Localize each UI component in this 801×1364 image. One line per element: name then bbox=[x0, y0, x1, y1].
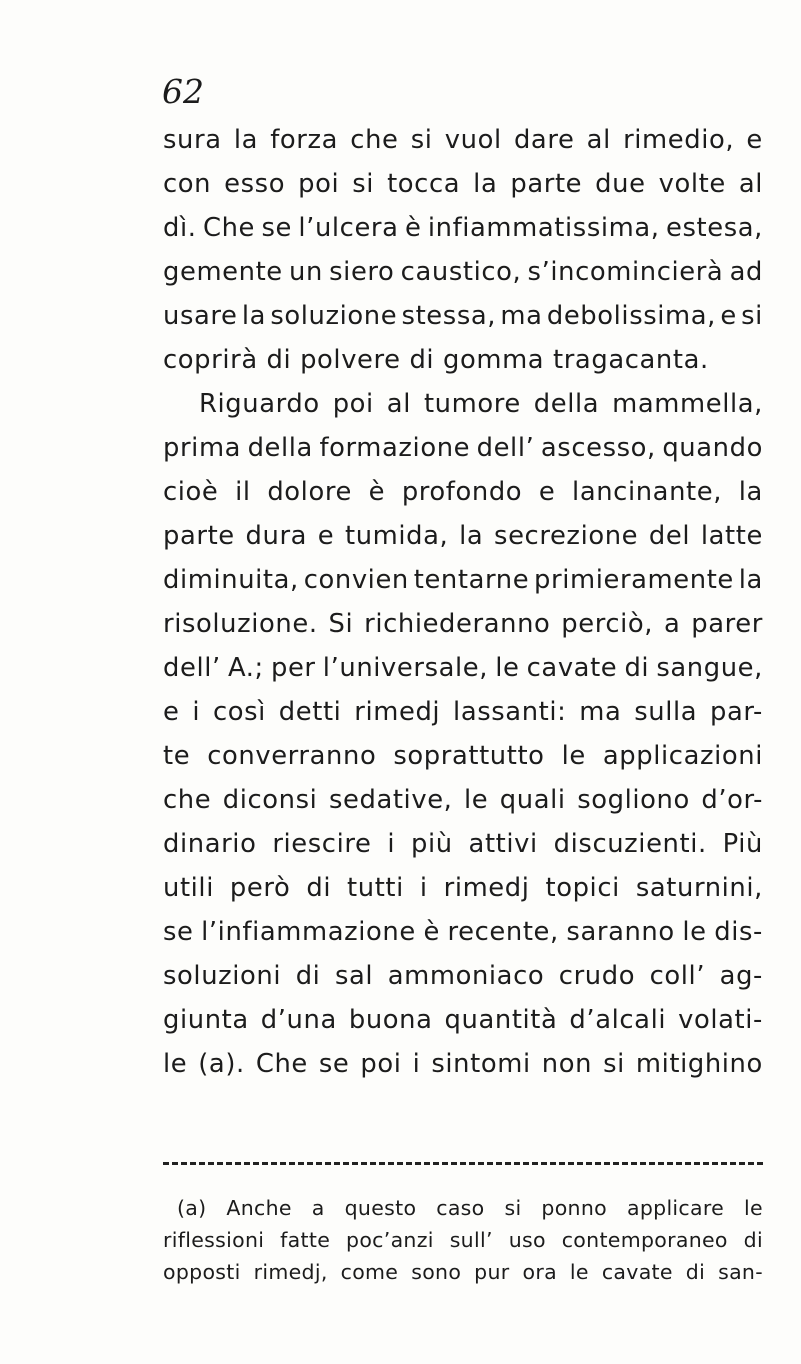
text-line: e i così detti rimedj lassanti: ma sulla par- bbox=[163, 697, 763, 727]
text-line: dì. Che se l’ulcera è infiammatissima, estesa, bbox=[163, 213, 763, 243]
text-line: sura la forza che si vuol dare al rimedio, e bbox=[163, 125, 763, 155]
text-line: cioè il dolore è profondo e lancinante, la bbox=[163, 477, 763, 507]
text-line: coprirà di polvere di gomma tragacanta. bbox=[163, 345, 709, 375]
footnote-line: opposti rimedj, come sono pur ora le cavate di san- bbox=[163, 1260, 763, 1284]
text-line: che diconsi sedative, le quali sogliono d’or- bbox=[163, 785, 763, 815]
text-line: prima della formazione dell’ ascesso, quando bbox=[163, 433, 763, 463]
text-line: giunta d’una buona quantità d’alcali volati- bbox=[163, 1005, 763, 1035]
main-text bbox=[163, 118, 763, 1086]
text-line: te converranno soprattutto le applicazioni bbox=[163, 741, 763, 771]
footnote-separator bbox=[163, 1162, 763, 1165]
text-line: risoluzione. Si richiederanno perciò, a parer bbox=[163, 609, 763, 639]
text-line: dinario riescire i più attivi discuzienti. Più bbox=[163, 829, 763, 859]
footnote-line: riflessioni fatte poc’anzi sull’ uso contemporaneo di bbox=[163, 1228, 763, 1252]
text-line: soluzioni di sal ammoniaco crudo coll’ ag- bbox=[163, 961, 763, 991]
page-number: 62 bbox=[162, 72, 204, 111]
footnote-line: (a) Anche a questo caso si ponno applicare le bbox=[177, 1196, 763, 1220]
text-line: se l’infiammazione è recente, saranno le dis- bbox=[163, 917, 763, 947]
footnote bbox=[163, 1192, 763, 1288]
text-line: le (a). Che se poi i sintomi non si mitighino bbox=[163, 1049, 763, 1079]
text-line: diminuita, convien tentarne primieramente la bbox=[163, 565, 763, 595]
text-line: utili però di tutti i rimedj topici saturnini, bbox=[163, 873, 763, 903]
text-line: gemente un siero caustico, s’incomincierà ad bbox=[163, 257, 763, 287]
text-line: dell’ A.; per l’universale, le cavate di sangue, bbox=[163, 653, 763, 683]
text-line: con esso poi si tocca la parte due volte al bbox=[163, 169, 763, 199]
text-line: Riguardo poi al tumore della mammella, bbox=[199, 389, 763, 419]
text-line: usare la soluzione stessa, ma debolissima, e si bbox=[163, 301, 763, 331]
text-line: parte dura e tumida, la secrezione del latte bbox=[163, 521, 763, 551]
